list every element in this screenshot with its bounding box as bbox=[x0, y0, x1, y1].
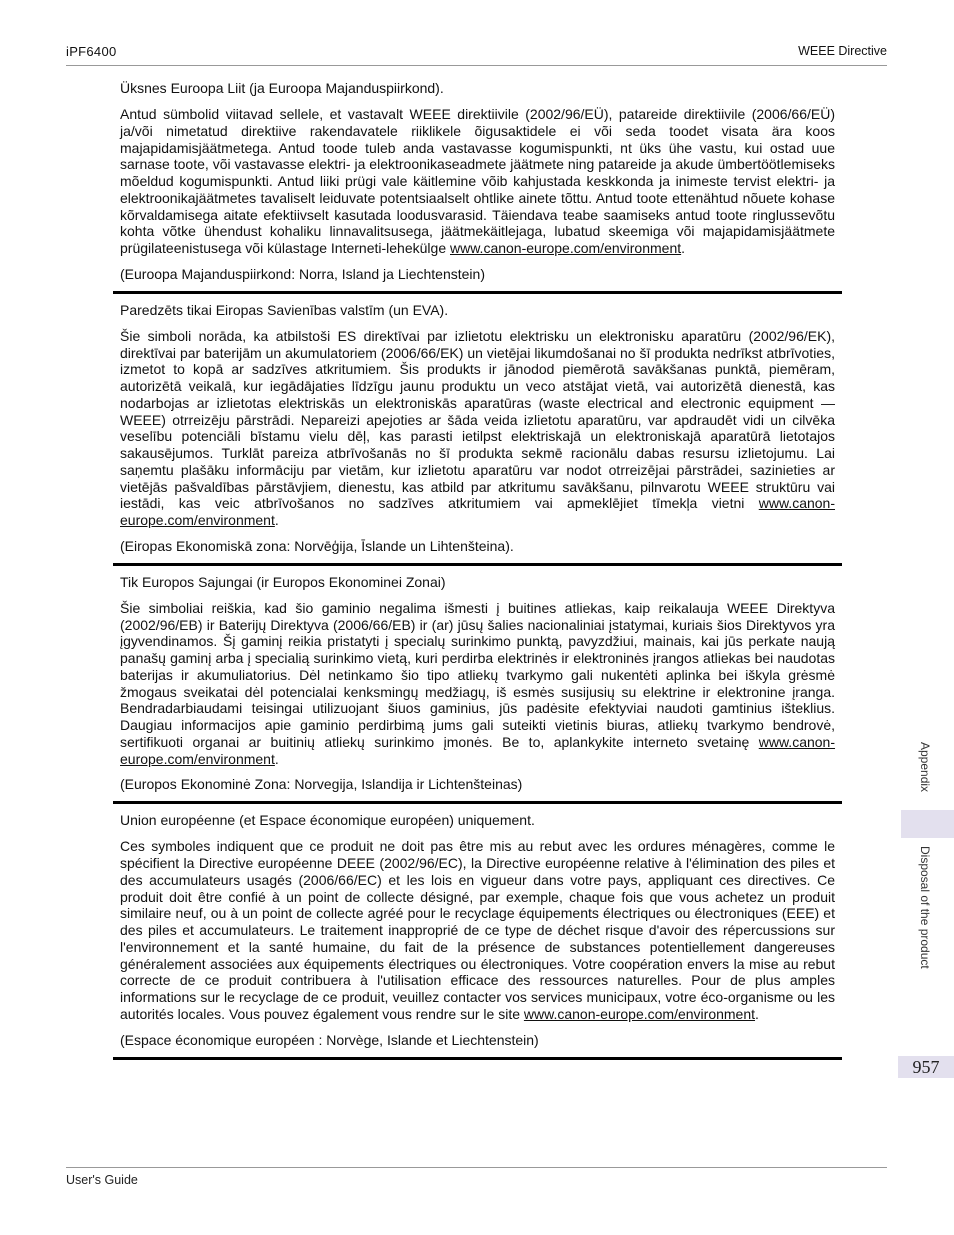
sidebar-section-tab bbox=[901, 810, 954, 838]
document-body bbox=[113, 76, 842, 1068]
environment-link[interactable]: www.canon-europe.com/environment bbox=[120, 733, 836, 767]
section-lithuanian bbox=[113, 574, 842, 794]
sidebar-subsection-label: Disposal of the product bbox=[918, 846, 932, 969]
link-suffix: . bbox=[681, 240, 686, 256]
section-divider bbox=[113, 1057, 842, 1060]
sidebar-section-label: Appendix bbox=[918, 742, 932, 793]
page-number: 957 bbox=[898, 1056, 954, 1078]
section-latvian bbox=[113, 302, 842, 555]
section-footnote: (Eiropas Ekonomiskā zona: Norvēģija, Īslande un Lihtenšteina). bbox=[120, 537, 514, 554]
section-divider bbox=[113, 291, 842, 294]
section-french bbox=[113, 812, 842, 1048]
environment-link[interactable]: www.canon-europe.com/environment bbox=[120, 495, 836, 528]
page-header-right: WEEE Directive bbox=[798, 44, 887, 58]
section-body bbox=[120, 838, 835, 1022]
environment-link[interactable]: www.canon-europe.com/environment bbox=[450, 240, 682, 256]
section-estonian bbox=[113, 80, 842, 283]
link-suffix: . bbox=[274, 512, 279, 528]
section-footnote: (Euroopa Majanduspiirkond: Norra, Island ja Liechtenstein) bbox=[120, 265, 485, 282]
section-divider bbox=[113, 563, 842, 566]
environment-link[interactable]: www.canon-europe.com/environment bbox=[523, 1005, 756, 1022]
section-body bbox=[120, 328, 835, 529]
section-text: Ces symboles indiquent que ce produit ne doit pas être mis au rebut avec les ordures ménagères, comme le spécifient la Directive européenne DEEE (2002/96/EC), la Directive européenne relative à l'élimination des piles et des accumulateurs usagés (2006/66/EC) et les lois en vigueur dans votre pays, appliquant ces directives. Ce produit doit être confié à un point de collecte désigné, par exemple, chaque fois que vous achetez un produit similaire neuf, ou à un point de collecte agréé pour le recyclage équipements électriques ou électroniques (EEE) et des piles et accumulateurs. Le traitement inapproprié de ce type de déchet risque d'avoir des répercussions sur l'environnement et la santé humaine, du fait de la présence de substances potentiellement dangereuses généralement associées aux équipements électriques ou électroniques. Votre coopération envers la mise au rebut correcte de ce produit contribuera à l'utilisation efficace des ressources naturelles. Pour de plus amples informations sur le recyclage de ce produit, veuillez contacter vos services municipaux, votre éco-organisme ou les autorités locales. Vous pouvez également vous rendre sur le site bbox=[120, 838, 835, 1022]
link-suffix: . bbox=[274, 750, 279, 767]
section-text: Šie simboliai reiškia, kad šio gaminio negalima išmesti į buitines atliekas, kaip reikalauja WEEE Direktyva (2002/96/EB) ir Baterijų Direktyva (2006/66/EB) ir (ar) jūsų šalies nacionaliniai įstatymai, kuriais šios Direktyvos yra įgyvendinamos. Šį gaminį reikia pristatyti į specialų surinkimo punktą, pavyzdžiui, mainais, kai jūs perkate naują panašų gaminį arba į specialią surinkimo vietą, kuri perdirba elektrinės ir elektroninės įrangos atliekas bei naudotas baterijas ir akumuliatorius. Dėl netinkamo šio tipo atliekų tvarkymo gali nukentėti aplinka bei iškyla grėsmė žmogaus sveikatai dėl potencialai kenksmingų medžiagų, iš esmės susijusių su elektrine ir elektronine įranga. Bendradarbiaudami teisingai utilizuojant šiuos gaminius, jūs padėsite efektyviai naudoti gamtinius išteklius. Daugiau informacijos apie gaminio perdirbimą jums gali suteikti vietinis biuras, atliekų tvarkymo bendrovė, sertifikuoti organai ar buitinių atliekų surinkimo įmonės. Be to, aplankykite interneto svetainę bbox=[120, 599, 835, 750]
page-header-left: iPF6400 bbox=[66, 44, 117, 59]
section-footnote: (Europos Ekonominė Zona: Norvegija, Islandija ir Lichtenšteinas) bbox=[120, 776, 523, 793]
page-footer-left: User's Guide bbox=[66, 1173, 138, 1187]
section-title: Union européenne (et Espace économique européen) uniquement. bbox=[120, 812, 535, 829]
section-body bbox=[120, 600, 835, 768]
footer-divider bbox=[66, 1167, 887, 1168]
header-divider bbox=[66, 65, 887, 66]
section-body bbox=[120, 106, 835, 257]
section-title: Tik Europos Sajungai (ir Europos Ekonominei Zonai) bbox=[120, 573, 446, 590]
section-footnote: (Espace économique européen : Norvège, Islande et Liechtenstein) bbox=[120, 1031, 539, 1048]
section-title: Üksnes Euroopa Liit (ja Euroopa Majanduspiirkond). bbox=[120, 80, 444, 96]
section-text: Antud sümbolid viitavad sellele, et vastavalt WEEE direktiivile (2002/96/EÜ), patareide direktiivile (2006/66/EÜ) ja/või nimetatud direktiive rakendavatele riiklikele õigusaktidele ei või seda toodet visata ära koos majapidamisjäätmetega. Antud toode tuleb anda vastavasse kogumispunkti, nt üks ühe vastu, kui ostad uue sarnase toote, või vastavasse elektri- ja elektroonikaseadmete jäätmete ning patareide ja akude ümbertöötlemiseks mõeldud kogumispunkti. Antud liiki prügi vale käitlemine võib kahjustada keskkonda ja inimeste tervist elektri- ja elektroonikajäätmetes tavaliselt leiduvate potentsiaalselt ohtlike ainete tõttu. Antud toote ettenähtud nõuete kohase kõrvaldamisega aitate efektiivselt kasutada loodusvarasid. Täiendava teabe saamiseks antud toote ringlussevõtu kohta võtke ühendust kohaliku linnavalitsusega, jäätmekäitlejaga, lubatud skeemiga või majapidamisjäätmete prügilateenistusega või külastage Interneti-lehekülge bbox=[120, 106, 835, 256]
link-suffix: . bbox=[755, 1005, 759, 1022]
section-title: Paredzēts tikai Eiropas Savienības valstīm (un EVA). bbox=[120, 301, 449, 318]
section-text: Šie simboli norāda, ka atbilstoši ES direktīvai par izlietotu elektrisku un elektronisku aparatūru (2002/96/EK), direktīvai par baterijām un akumulatoriem (2006/66/EK) un vietējai likumdošanai no šī produkta nedrīkst atbrīvoties, izmetot to kopā ar sadzīves atkritumiem. Šis produkts ir jānodod piemērotā savākšanas punktā, piemēram, autorizētā veikalā, kur iegādājaties līdzīgu jaunu produktu un veco atstājat vietā, vai autorizētā dienestā, kas nodarbojas ar izlietotas elektriskās un elektroniskās aparatūras (waste electrical and electronic equipment — WEEE) otrreizēju pārstrādi. Nepareizi apejoties ar šāda veida izlietotu aparatūru, var apdraudēt vidi un cilvēka veselību potenciāli bīstamu vielu dēļ, kas parasti ietilpst elektriskajā un elektroniskajā aparatūrā lietotajos sakausējumos. Turklāt pareiza atbrīvošanās no šī produkta sekmē racionālu dabas resursu izlietojumu. Lai saņemtu plašāku informāciju par vietām, kur izlietotu aparatūru var nodot otrreizējai pārstrādei, sazinieties ar vietējās pašvaldības pārstāvjiem, dienestu, kas atbild par atkritumu savākšanu, pilnvarotu WEEE struktūru vai iestādi, kas veic atbrīvošanos no sadzīves atkritumiem vai apmeklējiet tīmekļa vietni bbox=[120, 327, 835, 512]
section-divider bbox=[113, 801, 842, 804]
